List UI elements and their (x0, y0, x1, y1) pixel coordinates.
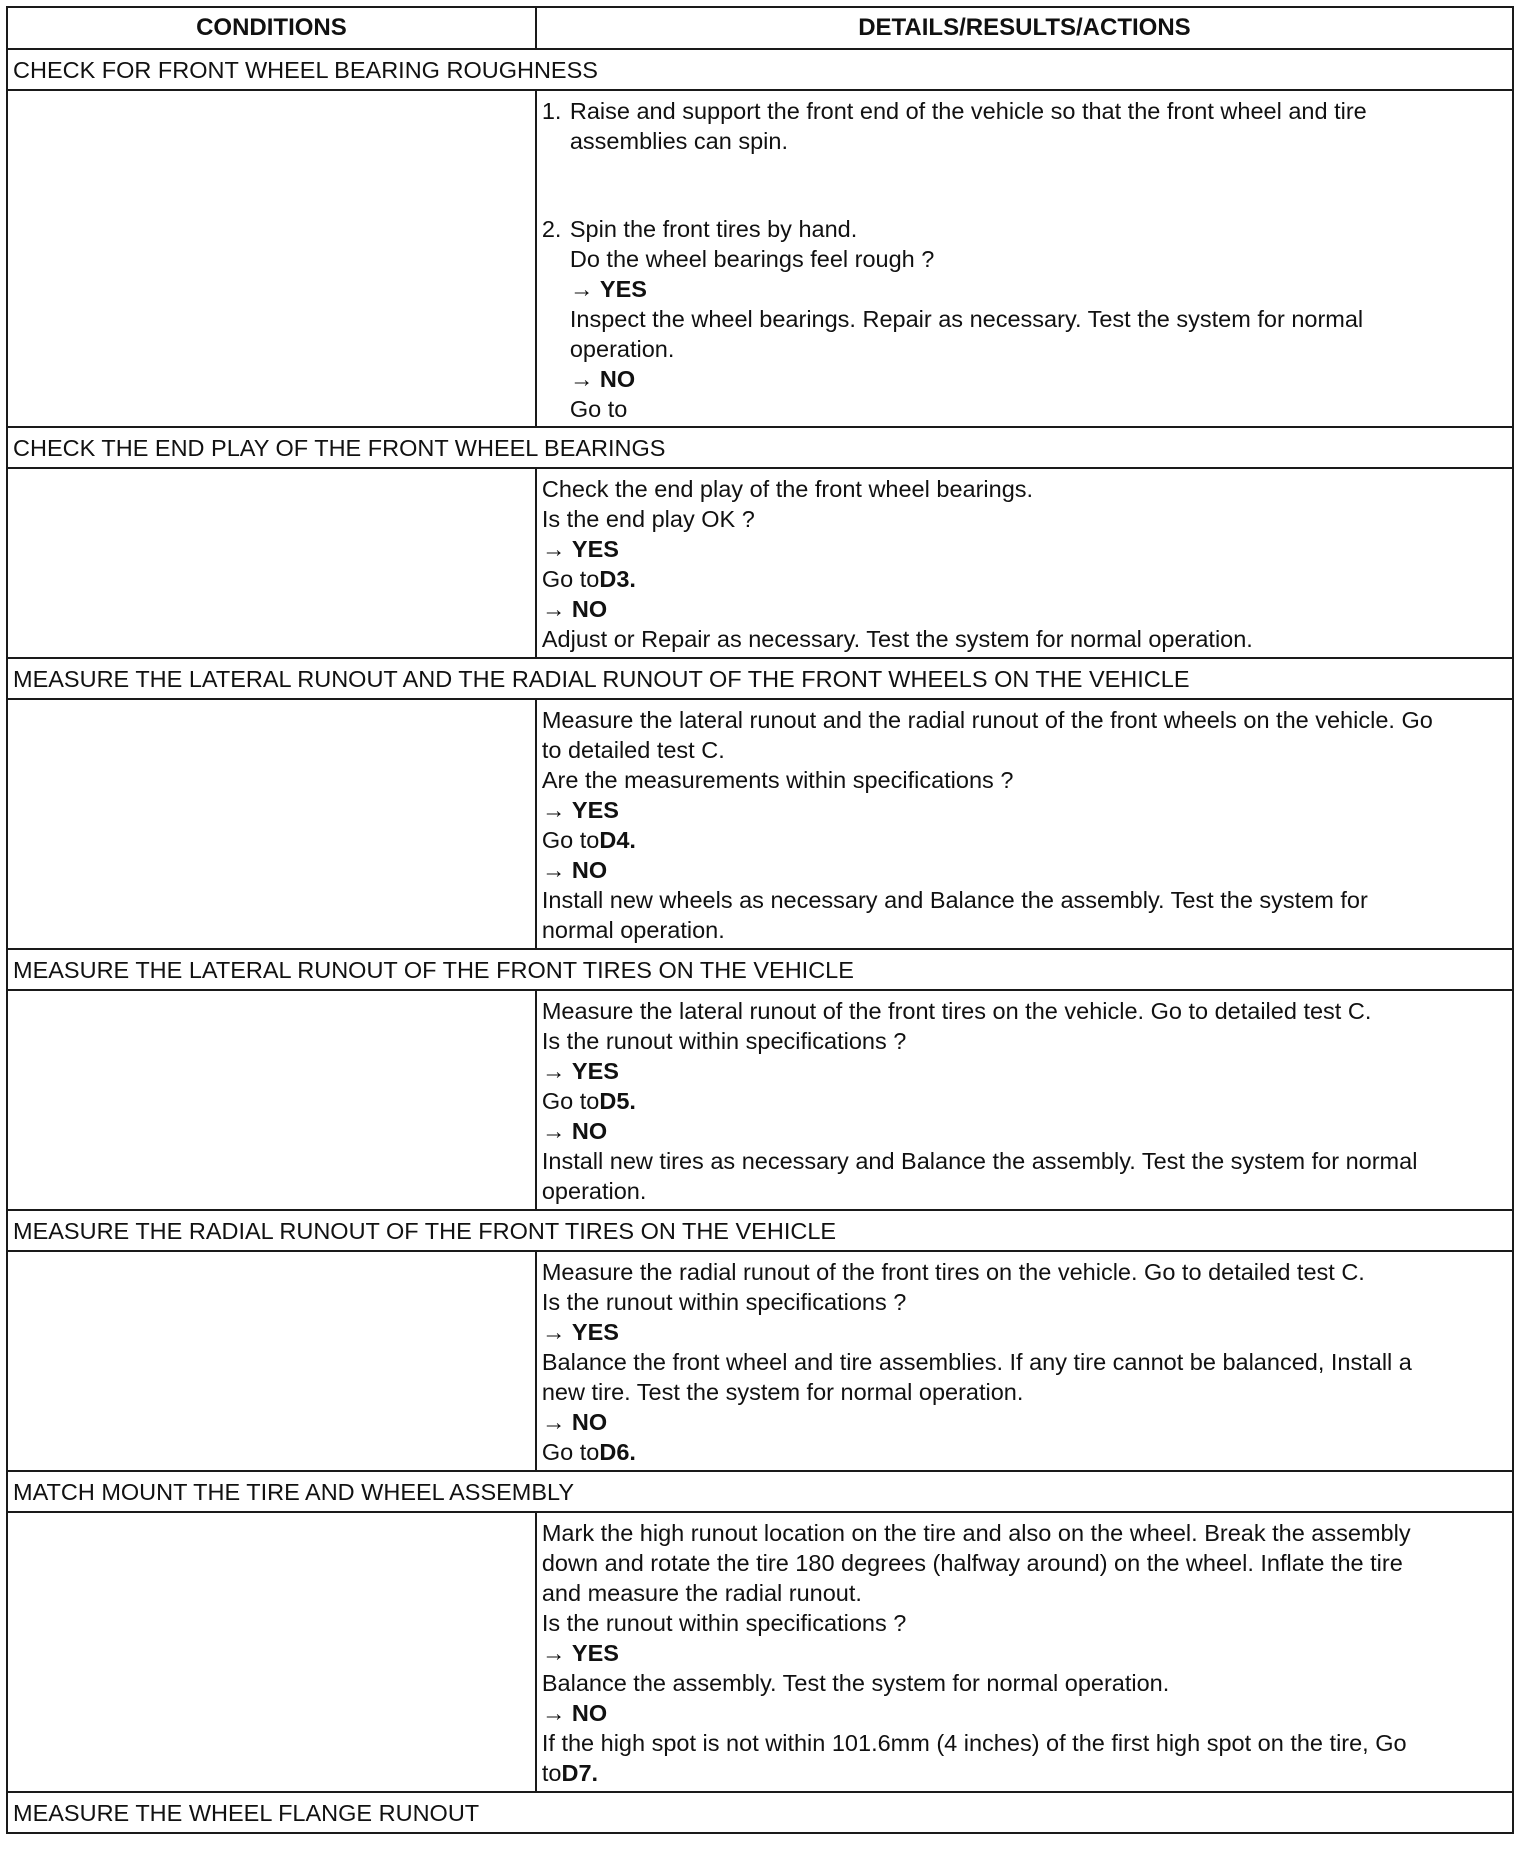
no-label: NO (571, 1118, 608, 1144)
instruction-text: Measure the lateral runout of the front tires on the vehicle. Go to detailed test C. (541, 998, 1372, 1024)
yes-result (542, 795, 1507, 825)
arrow-icon: → (541, 536, 566, 562)
no-label: NO (571, 1700, 608, 1726)
no-result (542, 1698, 1507, 1728)
conditions-cell (7, 699, 536, 949)
arrow-icon: → (569, 276, 594, 302)
no-label: NO (571, 596, 608, 622)
instruction-text-cont: and measure the radial runout. (541, 1580, 862, 1606)
no-result (570, 364, 1363, 394)
yes-result (542, 534, 1507, 564)
no-result (542, 1407, 1507, 1437)
no-action: Adjust or Repair as necessary. Test the system for normal operation. (541, 626, 1253, 652)
yes-result (570, 274, 1363, 304)
goto-link[interactable]: D5. (599, 1088, 636, 1114)
goto-text: Go to (541, 827, 600, 853)
conditions-header: CONDITIONS (7, 7, 536, 49)
goto-link[interactable]: D3. (599, 566, 636, 592)
section-title-row (7, 1792, 1513, 1833)
no-action: Go to (569, 396, 628, 422)
no-label: NO (571, 857, 608, 883)
section-title-row (7, 1210, 1513, 1251)
step-2 (542, 214, 1507, 424)
section-title: CHECK THE END PLAY OF THE FRONT WHEEL BEARINGS (7, 427, 1513, 468)
yes-action (542, 825, 1507, 855)
conditions-cell (7, 1251, 536, 1471)
instruction-text-cont: down and rotate the tire 180 degrees (halfway around) on the wheel. Inflate the tire (541, 1550, 1403, 1576)
yes-action (542, 1086, 1507, 1116)
yes-result (542, 1638, 1507, 1668)
section-title: MEASURE THE LATERAL RUNOUT AND THE RADIAL RUNOUT OF THE FRONT WHEELS ON THE VEHICLE (7, 658, 1513, 699)
arrow-icon: → (541, 1409, 566, 1435)
details-cell (536, 468, 1513, 658)
details-cell (536, 1512, 1513, 1792)
no-action-cont (542, 1758, 1507, 1788)
instruction-text: Measure the lateral runout and the radial runout of the front wheels on the vehicle. Go (541, 707, 1433, 733)
diagnostic-table (6, 6, 1514, 1834)
section-title: MEASURE THE RADIAL RUNOUT OF THE FRONT TIRES ON THE VEHICLE (7, 1210, 1513, 1251)
yes-action (542, 564, 1507, 594)
yes-label: YES (571, 797, 619, 823)
step-text (570, 96, 1367, 156)
instruction-text: Measure the radial runout of the front tires on the vehicle. Go to detailed test C. (541, 1259, 1365, 1285)
yes-action: Inspect the wheel bearings. Repair as necessary. Test the system for normal (569, 306, 1364, 332)
arrow-icon: → (541, 1700, 566, 1726)
yes-result (542, 1056, 1507, 1086)
goto-link[interactable]: D7. (561, 1760, 599, 1786)
details-cell (536, 1251, 1513, 1471)
goto-text: Go to (541, 1439, 600, 1465)
goto-text: Go to (541, 566, 600, 592)
yes-action-cont: operation. (569, 336, 675, 362)
step-number: 2. (541, 216, 562, 242)
no-result (542, 1116, 1507, 1146)
no-action (542, 1437, 1507, 1467)
question-text: Is the runout within specifications ? (541, 1028, 907, 1054)
arrow-icon: → (541, 1118, 566, 1144)
section-title: MEASURE THE LATERAL RUNOUT OF THE FRONT TIRES ON THE VEHICLE (7, 949, 1513, 990)
yes-label: YES (571, 1640, 619, 1666)
section-title: MATCH MOUNT THE TIRE AND WHEEL ASSEMBLY (7, 1471, 1513, 1512)
arrow-icon: → (541, 1319, 566, 1345)
section-title-row (7, 49, 1513, 90)
section-detail-row (7, 90, 1513, 427)
conditions-cell (7, 990, 536, 1210)
conditions-cell (7, 468, 536, 658)
section-title-row (7, 658, 1513, 699)
question-text: Are the measurements within specifications ? (541, 767, 1014, 793)
section-detail-row (7, 1512, 1513, 1792)
section-title-row (7, 1471, 1513, 1512)
instruction-text: Mark the high runout location on the tire and also on the wheel. Break the assembly (541, 1520, 1411, 1546)
section-detail-row (7, 1251, 1513, 1471)
yes-result (542, 1317, 1507, 1347)
no-action-cont: normal operation. (541, 917, 725, 943)
step-number: 1. (541, 98, 562, 124)
details-header: DETAILS/RESULTS/ACTIONS (536, 7, 1513, 49)
arrow-icon: → (541, 1640, 566, 1666)
question-text: Is the runout within specifications ? (541, 1610, 907, 1636)
step-1-text: Raise and support the front end of the vehicle so that the front wheel and tire (569, 98, 1367, 124)
section-detail-row (7, 990, 1513, 1210)
no-action: Install new wheels as necessary and Balance the assembly. Test the system for (541, 887, 1368, 913)
arrow-icon: → (541, 596, 566, 622)
conditions-cell (7, 1512, 536, 1792)
goto-link[interactable]: D4. (599, 827, 636, 853)
diagnostic-table-page (6, 6, 1514, 1834)
section-title: CHECK FOR FRONT WHEEL BEARING ROUGHNESS (7, 49, 1513, 90)
yes-action: Balance the assembly. Test the system for normal operation. (541, 1670, 1170, 1696)
section-title-row (7, 427, 1513, 468)
section-title: MEASURE THE WHEEL FLANGE RUNOUT (7, 1792, 1513, 1833)
instruction-text-cont: to detailed test C. (541, 737, 725, 763)
question-text: Is the runout within specifications ? (541, 1289, 907, 1315)
yes-label: YES (599, 276, 647, 302)
arrow-icon: → (541, 857, 566, 883)
arrow-icon: → (541, 797, 566, 823)
arrow-icon: → (541, 1058, 566, 1084)
details-cell (536, 699, 1513, 949)
step-2-text: Spin the front tires by hand. (569, 216, 858, 242)
no-action-cont: operation. (541, 1178, 647, 1204)
no-label: NO (599, 366, 636, 392)
step-1 (542, 96, 1507, 156)
spacer (542, 156, 1507, 214)
goto-text: Go to (541, 1088, 600, 1114)
step-text (570, 214, 1363, 424)
yes-action-cont: new tire. Test the system for normal operation. (541, 1379, 1024, 1405)
header-row (7, 7, 1513, 49)
goto-link[interactable]: D6. (599, 1439, 636, 1465)
yes-label: YES (571, 1058, 619, 1084)
yes-label: YES (571, 1319, 619, 1345)
goto-text: to (541, 1760, 562, 1786)
question-text: Do the wheel bearings feel rough ? (569, 246, 935, 272)
yes-action: Balance the front wheel and tire assemblies. If any tire cannot be balanced, Install a (541, 1349, 1412, 1375)
no-action: If the high spot is not within 101.6mm (4 inches) of the first high spot on the tire, Go (541, 1730, 1407, 1756)
section-detail-row (7, 468, 1513, 658)
section-detail-row (7, 699, 1513, 949)
arrow-icon: → (569, 366, 594, 392)
details-cell (536, 990, 1513, 1210)
yes-label: YES (571, 536, 619, 562)
details-cell (536, 90, 1513, 427)
section-title-row (7, 949, 1513, 990)
step-1-text-cont: assemblies can spin. (569, 128, 788, 154)
no-result (542, 855, 1507, 885)
no-result (542, 594, 1507, 624)
instruction-text: Check the end play of the front wheel bearings. (541, 476, 1034, 502)
question-text: Is the end play OK ? (541, 506, 755, 532)
no-label: NO (571, 1409, 608, 1435)
conditions-cell (7, 90, 536, 427)
no-action: Install new tires as necessary and Balance the assembly. Test the system for normal (541, 1148, 1418, 1174)
